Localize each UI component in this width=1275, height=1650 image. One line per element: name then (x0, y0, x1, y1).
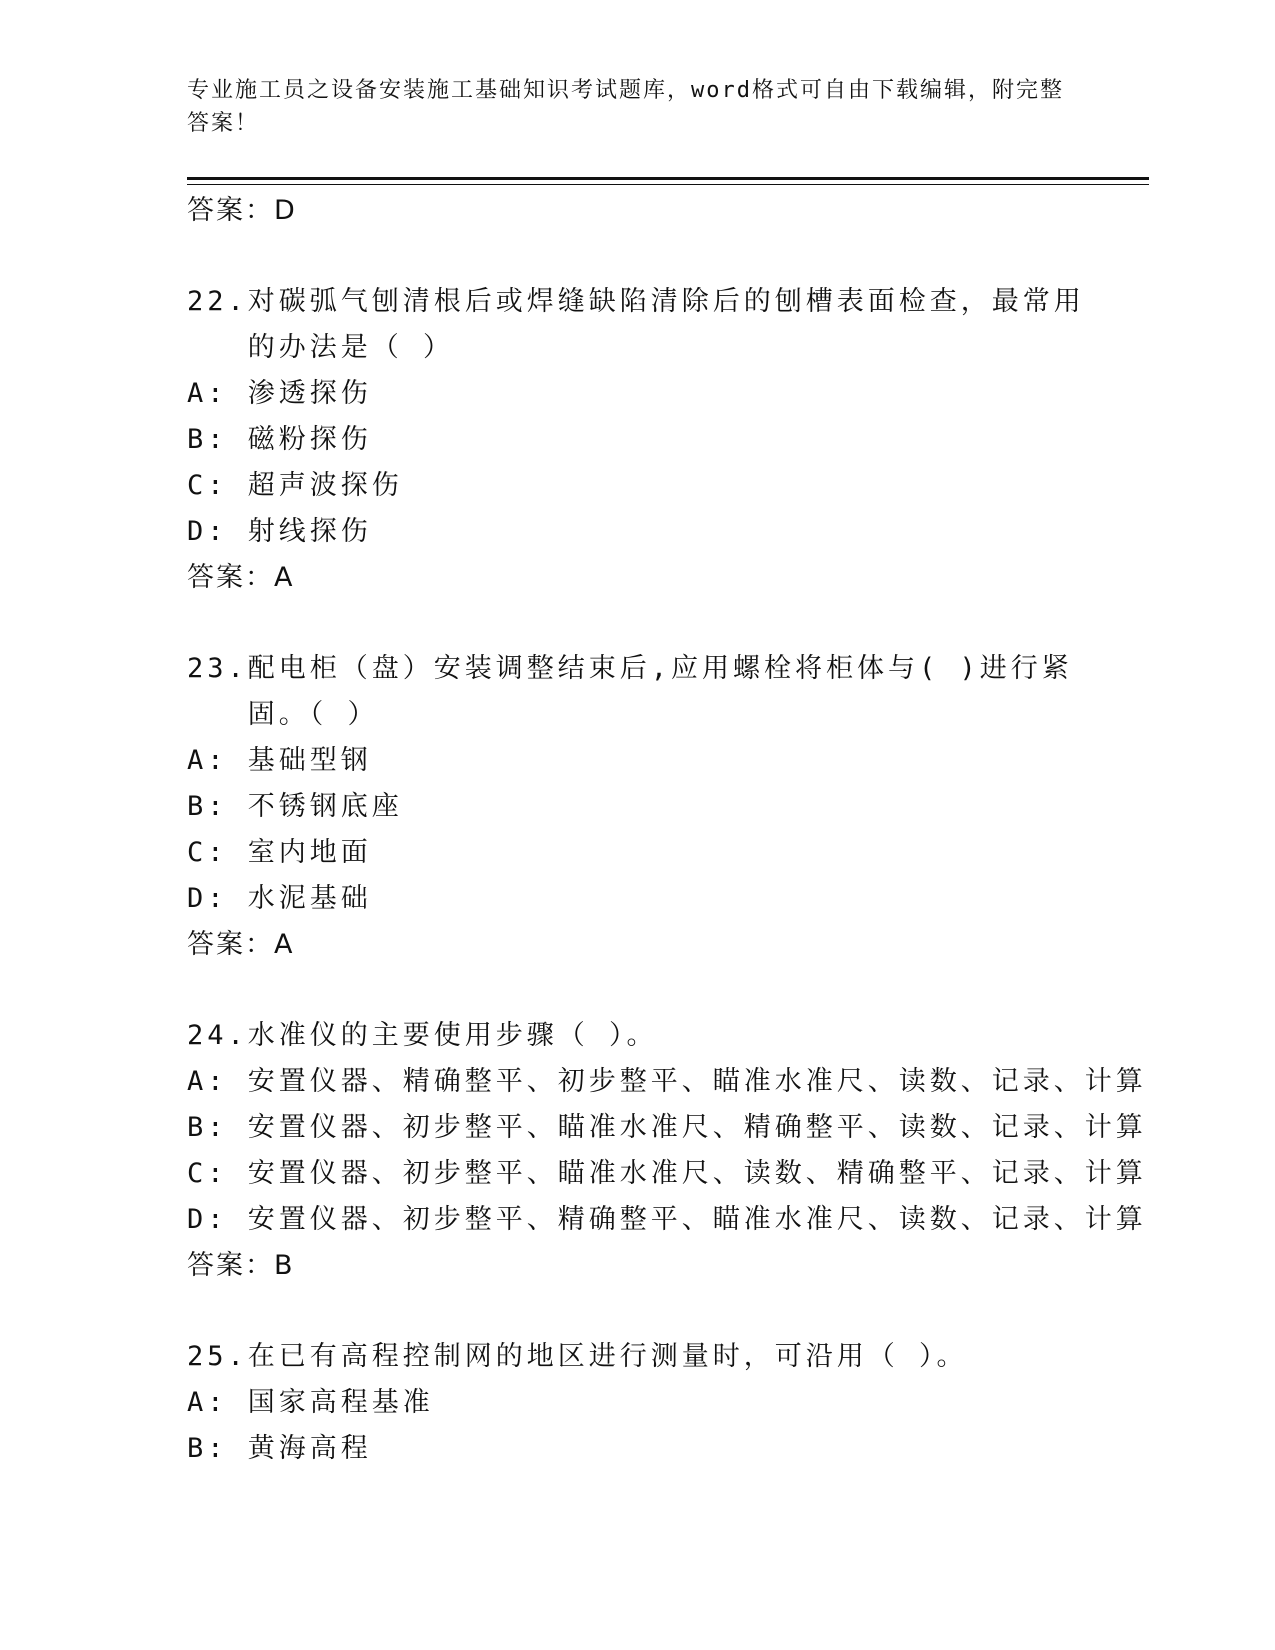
option-d: D: 射线探伤 (187, 516, 372, 547)
question-text: 对碳弧气刨清根后或焊缝缺陷清除后的刨槽表面检查，最常用的办法是（ ） (247, 286, 1085, 363)
option-b: B: 磁粉探伤 (187, 424, 372, 455)
prev-answer: 答案：D (187, 195, 297, 226)
question-22 (187, 279, 1087, 601)
question-24 (187, 1013, 1147, 1289)
option-a: A: 国家高程基准 (187, 1387, 434, 1418)
header-rule-thin (187, 184, 1149, 185)
question-stem (187, 646, 1087, 738)
question-number: 24. (187, 1020, 248, 1051)
question-number: 22. (187, 286, 248, 317)
question-number: 25. (187, 1341, 248, 1372)
option-b: B: 不锈钢底座 (187, 791, 403, 822)
question-stem (187, 1334, 1087, 1380)
question-list (187, 188, 1147, 1472)
question-text: 配电柜（盘）安装调整结束后,应用螺栓将柜体与( )进行紧固。（ ） (247, 653, 1073, 730)
option-c: C: 安置仪器、初步整平、瞄准水准尺、读数、精确整平、记录、计算 (187, 1158, 1147, 1189)
question-number: 23. (187, 653, 248, 684)
question-text: 在已有高程控制网的地区进行测量时，可沿用（ ）。 (247, 1341, 968, 1372)
question-23 (187, 646, 1087, 968)
option-d: D: 安置仪器、初步整平、精确整平、瞄准水准尺、读数、记录、计算 (187, 1204, 1147, 1235)
question-25 (187, 1334, 1087, 1472)
option-d: D: 水泥基础 (187, 883, 372, 914)
document-header: 专业施工员之设备安装施工基础知识考试题库，word格式可自由下载编辑，附完整答案！ (187, 78, 1064, 136)
answer: 答案：A (187, 562, 295, 593)
answer: 答案：A (187, 929, 295, 960)
question-stem (187, 1013, 1087, 1059)
option-c: C: 超声波探伤 (187, 470, 403, 501)
option-a: A: 渗透探伤 (187, 378, 372, 409)
option-b: B: 安置仪器、初步整平、瞄准水准尺、精确整平、读数、记录、计算 (187, 1112, 1147, 1143)
option-a: A: 基础型钢 (187, 745, 372, 776)
question-text: 水准仪的主要使用步骤（ ）。 (247, 1020, 658, 1051)
header-rule-thick (187, 177, 1149, 180)
option-a: A: 安置仪器、精确整平、初步整平、瞄准水准尺、读数、记录、计算 (187, 1066, 1147, 1097)
option-c: C: 室内地面 (187, 837, 372, 868)
option-b: B: 黄海高程 (187, 1433, 372, 1464)
answer: 答案：B (187, 1250, 295, 1281)
question-stem (187, 279, 1087, 371)
